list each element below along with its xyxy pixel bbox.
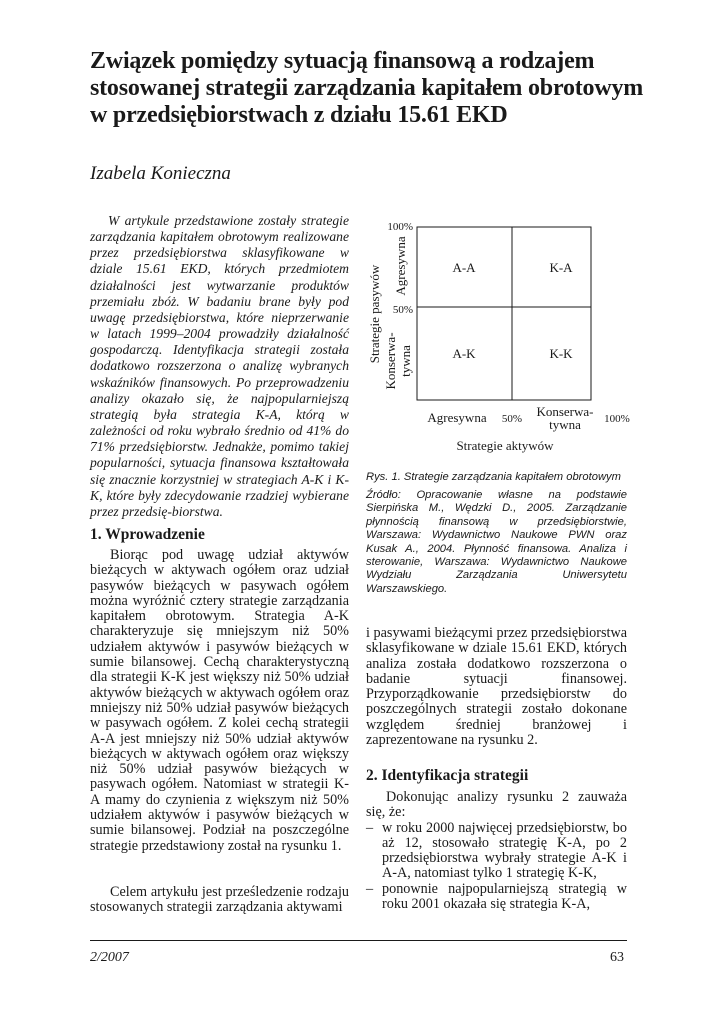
- y-tick-100: 100%: [387, 221, 413, 233]
- x-tick-50: 50%: [501, 413, 523, 425]
- cell-a-k: A-K: [452, 346, 476, 361]
- y-category-konserwatywna-1: Konserwa-: [383, 332, 398, 390]
- x-category-konserwatywna-2: tywna: [549, 417, 581, 432]
- y-category-agresywna: Agresywna: [393, 236, 408, 296]
- y-tick-50: 50%: [392, 304, 413, 316]
- paragraph: Biorąc pod uwagę udział aktywów bieżących w aktywach ogółem oraz udział pasywów bieżących w pasywach ogółem można wyróżnić cztery strategie zarządzania kapitałem obrotowym. Strategia A-K charakteryzuje się mniejszym niż 50% udziałem aktywów i pasywów bieżących w sumie bilansowej. Cechą charakterystyczną dla strategii K-K jest większy niż 50% udział aktywów bieżących w aktywach ogółem oraz mniejszy niż 50% udział pasywów bieżących w pasywach ogółem. Z kolei cechą strategii A-A jest mniejszy niż 50% udział aktywów bieżących w aktywach ogółem oraz większy niż 50% udział pasywów bieżących w pasywach ogółem. Natomiast w strategii K-A mamy do czynienia z większym niż 50% udziałem aktywów i pasywów bieżących w sumie bilansowej. Podział na poszczególne strategie przedstawiony został na rysunku 1.: [90, 547, 349, 854]
- paragraph: i pasywami bieżącymi przez przedsiębiorstwa sklasyfikowane w dziale 15.61 EKD, których analiza została dodatkowo rozszerzona o badanie sytuacji finansowej. Przyporządkowanie przedsiębiorstw do poszczególnych strategii zostało dokonane względem średniej branżowej i zaprezentowane na rysunku 2.: [366, 625, 627, 749]
- paragraph: Celem artykułu jest prześledzenie rodzaju stosowanych strategii zarządzania aktywami: [90, 884, 349, 916]
- findings-list: [366, 821, 627, 913]
- section-2-heading: 2. Identyfikacja strategii: [366, 767, 529, 784]
- issue-number: 2/2007: [90, 950, 129, 965]
- cell-k-k: K-K: [549, 346, 573, 361]
- x-axis-label: Strategie aktywów: [456, 438, 554, 453]
- y-axis-label: Strategie pasywów: [367, 264, 382, 364]
- section-2-body: [366, 790, 627, 912]
- figure-source: Źródło: Opracowanie własne na podstawie Sierpińska M., Wędzki D., 2005. Zarządzanie płynnością finansową w przedsiębiorstwie, Warszawa: Wydawnictwo Naukowe PWN oraz Kusak A., 2004. Płynność finansowa. Analiza i sterowanie, Warszawa: Wydawnictwo Naukowe Wydziału Zarządzania Uniwersytetu Warszawskiego.: [366, 489, 627, 595]
- section-1-body: [90, 548, 349, 854]
- page-number: 63: [610, 950, 624, 965]
- cell-a-a: A-A: [452, 260, 476, 275]
- section-1-heading: 1. Wprowadzenie: [90, 526, 205, 543]
- section-1-continued: [366, 626, 627, 748]
- strategy-matrix-figure: [355, 216, 645, 460]
- abstract: W artykule przedstawione zostały strategie zarządzania kapitałem obrotowym realizowane przez przedsiębiorstwa sklasyfikowane w dziale 15.61 EKD, których przedmiotem działalności jest wytwarzanie produktów przemiału zbóż. W badaniu brane były pod uwagę przedsiębiorstwa, które nieprzerwanie w latach 1999–2004 prowadziły działalność gospodarczą. Identyfikacja strategii została dodatkowo rozszerzona o analizę wybranych wskaźników finansowych. Po przeprowadzeniu analizy okazało się, że najpopularniejszą strategią była strategia K-A, którą w zależności od roku wybrało średnio od 41% do 71% przedsiębiorstw. Jednakże, pomimo takiej popularności, sytuacja finansowa kształtowała się znacznie korzystniej w strategiach A-K i K-K, które były zdecydowanie rzadziej wybierane przez przedsię-biorstwa.: [90, 213, 349, 519]
- x-category-konserwatywna-1: Konserwa-: [536, 404, 594, 419]
- figure-caption: Rys. 1. Strategie zarządzania kapitałem obrotowym: [366, 471, 621, 483]
- list-item: – w roku 2000 najwięcej przedsiębiorstw, bo aż 12, stosowało strategię K-A, po 2 przedsiębiorstwa wybrały strategie A-K i A-A, natomiast tylko 1 strategię K-K,: [366, 821, 627, 882]
- paragraph: Dokonując analizy rysunku 2 zauważa się, że:: [366, 789, 627, 821]
- y-category-konserwatywna-2: tywna: [398, 345, 413, 377]
- article-title: Związek pomiędzy sytuacją finansową a rodzajem stosowanej strategii zarządzania kapitałem obrotowym w przedsiębiorstwach z działu 15.61 EKD: [90, 48, 644, 128]
- cell-k-a: K-A: [549, 260, 573, 275]
- section-1-body-2: [90, 885, 349, 916]
- footer-divider: [90, 940, 627, 941]
- x-category-agresywna: Agresywna: [427, 410, 487, 425]
- list-item: – ponownie najpopularniejszą strategią w roku 2001 okazała się strategia K-A,: [366, 882, 627, 913]
- x-tick-100: 100%: [604, 413, 630, 425]
- author-name: Izabela Konieczna: [90, 163, 231, 184]
- matrix-frame: [417, 227, 591, 400]
